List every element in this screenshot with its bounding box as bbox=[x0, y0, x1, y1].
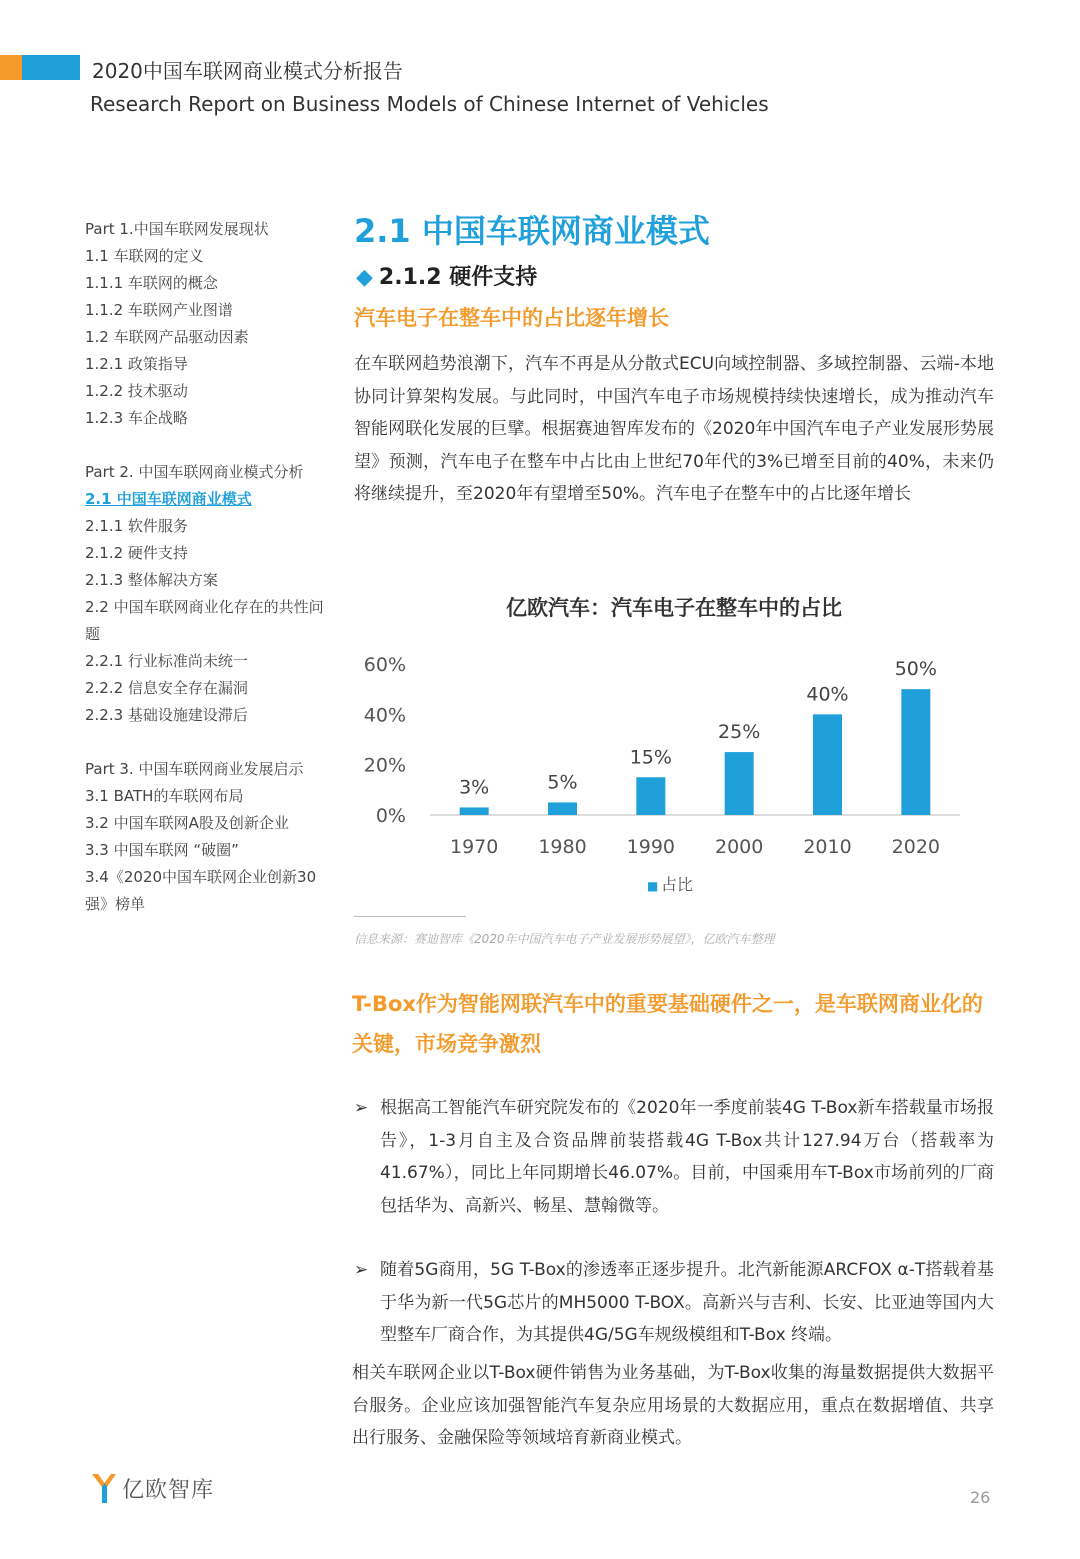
y-tick-label: 60% bbox=[363, 654, 406, 676]
bar-1970 bbox=[460, 807, 489, 815]
toc-item[interactable]: 1.2.1 政策指导 bbox=[85, 355, 188, 373]
x-tick-label: 1970 bbox=[449, 836, 499, 858]
data-label: 25% bbox=[718, 721, 761, 744]
toc-item[interactable]: Part 1.中国车联网发展现状 bbox=[85, 220, 269, 238]
toc-item[interactable]: 3.1 BATH的车联网布局 bbox=[85, 787, 244, 805]
header-accent-orange bbox=[0, 55, 22, 80]
x-tick-label: 1980 bbox=[538, 836, 587, 858]
legend-swatch: ■ bbox=[647, 879, 659, 893]
source-divider bbox=[354, 916, 466, 917]
toc-item[interactable]: 1.1 车联网的定义 bbox=[85, 247, 204, 265]
chart-title: 亿欧汽车：汽车电子在整车中的占比 bbox=[506, 596, 842, 620]
bullet-item-1 bbox=[354, 1092, 994, 1222]
data-label: 50% bbox=[894, 658, 937, 681]
bar-2010 bbox=[813, 714, 842, 815]
legend-label: 占比 bbox=[661, 875, 694, 894]
toc-item[interactable]: 2.1.3 整体解决方案 bbox=[85, 571, 218, 589]
report-title-cn: 2020中国车联网商业模式分析报告 bbox=[92, 59, 403, 83]
brand-logo bbox=[90, 1470, 214, 1506]
toc-item[interactable]: 2.2.3 基础设施建设滞后 bbox=[85, 706, 248, 724]
highlight-heading-2: T-Box作为智能网联汽车中的重要基础硬件之一，是车联网商业化的关键，市场竞争激烈 bbox=[352, 992, 983, 1056]
table-of-contents bbox=[85, 216, 325, 918]
toc-item[interactable]: 2.1.2 硬件支持 bbox=[85, 544, 188, 562]
toc-item[interactable]: 3.4《2020中国车联网企业创新30强》榜单 bbox=[85, 868, 317, 913]
y-tick-label: 0% bbox=[375, 805, 406, 827]
y-tick-label: 20% bbox=[363, 754, 406, 777]
bar-2020 bbox=[901, 689, 930, 815]
x-tick-label: 2000 bbox=[714, 836, 764, 858]
data-label: 40% bbox=[806, 683, 849, 706]
toc-item[interactable]: 1.2.2 技术驱动 bbox=[85, 382, 188, 400]
bar-chart bbox=[354, 640, 994, 910]
x-tick-label: 2010 bbox=[803, 836, 852, 858]
paragraph-1: 在车联网趋势浪潮下，汽车不再是从分散式ECU向域控制器、多域控制器、云端-本地协同计算架构发展。与此同时，中国汽车电子市场规模持续快速增长，成为推动汽车智能网联化发展的巨擘。根据赛迪智库发布的《2020年中国汽车电子产业发展形势展望》预测，汽车电子在整车中占比由上世纪70年代的3%已增至目前的40%，未来仍将继续提升，至2020年有望增至50%。汽车电子在整车中的占比逐年增长 bbox=[354, 354, 994, 504]
bar-1990 bbox=[636, 777, 665, 815]
header-accent-blue bbox=[22, 55, 80, 80]
toc-item[interactable]: Part 2. 中国车联网商业模式分析 bbox=[85, 463, 304, 481]
source-note: 信息来源：赛迪智库《2020年中国汽车电子产业发展形势展望》，亿欧汽车整理 bbox=[354, 932, 775, 946]
y-tick-label: 40% bbox=[363, 704, 406, 727]
logo-icon bbox=[90, 1471, 118, 1505]
data-label: 3% bbox=[459, 776, 490, 799]
x-tick-label: 2020 bbox=[891, 836, 941, 858]
bullet-text-1: 根据高工智能汽车研究院发布的《2020年一季度前装4G T-Box新车搭载量市场报告》，1-3月自主及合资品牌前装搭载4G T-Box共计127.94万台（搭载率为41.67%），同比上年同期增长46.07%。目前，中国乘用车T-Box市场前列的厂商包括华为、高新兴、畅星、慧翰微等。 bbox=[380, 1098, 994, 1216]
arrow-bullet-icon: ➢ bbox=[354, 1098, 369, 1118]
x-tick-label: 1990 bbox=[626, 836, 676, 858]
data-label: 5% bbox=[547, 771, 578, 794]
toc-item[interactable]: Part 3. 中国车联网商业发展启示 bbox=[85, 760, 304, 778]
highlight-heading-1: 汽车电子在整车中的占比逐年增长 bbox=[354, 306, 669, 330]
section-title: 2.1 中国车联网商业模式 bbox=[354, 212, 710, 250]
toc-item[interactable]: 2.2 中国车联网商业化存在的共性问题 bbox=[85, 598, 324, 643]
toc-item[interactable]: 2.2.1 行业标准尚未统一 bbox=[85, 652, 248, 670]
subsection-title bbox=[356, 260, 537, 291]
toc-item[interactable]: 1.2.3 车企战略 bbox=[85, 409, 188, 427]
bullet-item-2 bbox=[354, 1254, 994, 1352]
data-label: 15% bbox=[629, 746, 672, 769]
toc-item[interactable]: 3.3 中国车联网 “破圈” bbox=[85, 841, 239, 859]
arrow-bullet-icon: ➢ bbox=[354, 1260, 369, 1280]
toc-item[interactable]: 1.2 车联网产品驱动因素 bbox=[85, 328, 249, 346]
subsection-title-text: 2.1.2 硬件支持 bbox=[378, 265, 538, 290]
toc-item[interactable]: 2.1 中国车联网商业模式 bbox=[85, 490, 252, 508]
toc-item[interactable]: 1.1.2 车联网产业图谱 bbox=[85, 301, 233, 319]
report-title-en: Research Report on Business Models of Chinese Internet of Vehicles bbox=[90, 92, 769, 116]
bullet-text-2: 随着5G商用，5G T-Box的渗透率正逐步提升。北汽新能源ARCFOX α-T搭载着基于华为新一代5G芯片的MH5000 T-BOX。高新兴与吉利、长安、比亚迪等国内大型整车厂商合作，为其提供4G/5G车规级模组和T-Box 终端。 bbox=[380, 1260, 994, 1345]
toc-item[interactable]: 3.2 中国车联网A股及创新企业 bbox=[85, 814, 289, 832]
toc-item[interactable]: 2.1.1 软件服务 bbox=[85, 517, 188, 535]
toc-item[interactable]: 2.2.2 信息安全存在漏洞 bbox=[85, 679, 248, 697]
paragraph-2: 相关车联网企业以T-Box硬件销售为业务基础，为T-Box收集的海量数据提供大数据平台服务。企业应该加强智能汽车复杂应用场景的大数据应用，重点在数据增值、共享出行服务、金融保险等领域培育新商业模式。 bbox=[352, 1363, 994, 1448]
logo-text: 亿欧智库 bbox=[122, 1477, 215, 1503]
page-number: 26 bbox=[970, 1488, 991, 1507]
diamond-icon: ◆ bbox=[356, 265, 373, 290]
toc-item[interactable]: 1.1.1 车联网的概念 bbox=[85, 274, 218, 292]
bar-1980 bbox=[548, 802, 577, 815]
bar-2000 bbox=[725, 752, 754, 815]
